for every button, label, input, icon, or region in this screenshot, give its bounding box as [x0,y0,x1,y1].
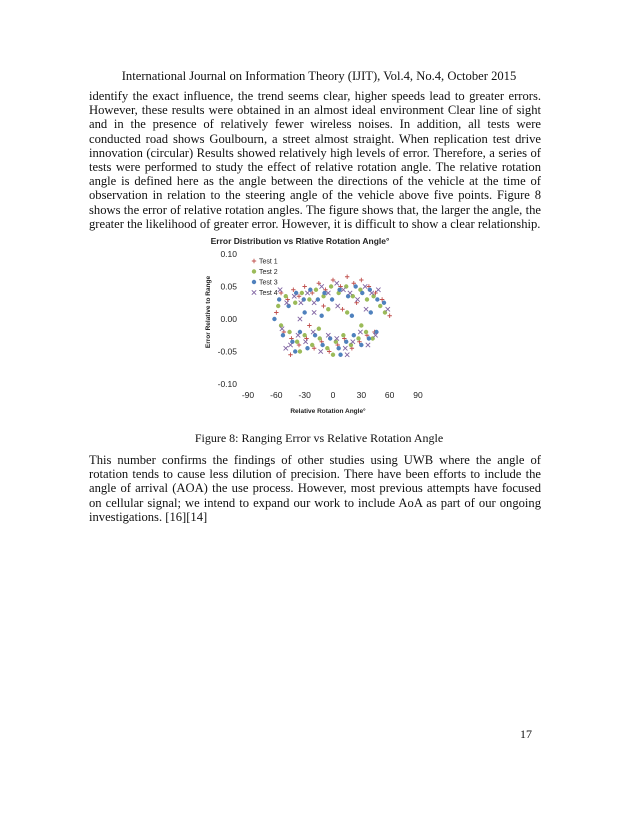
data-point [302,333,306,337]
data-point [279,323,283,327]
x-tick-label: 30 [356,390,367,400]
legend-label: Test 3 [259,279,278,287]
data-point [288,353,292,357]
data-point [279,291,283,295]
data-point [319,284,323,288]
legend-marker [252,290,256,294]
legend-label: Test 4 [259,290,278,298]
body-paragraph: This number confirms the findings of other studies using UWB where the angle of rotation tends to cause less dilution of precision. There have been efforts to include the angle of arrival (AOA) the use process. However, most previous attempts have focused on cellular signal; we intend to expand our work to include AoA as part of our ongoing investigations. [16][14] [89,453,541,524]
data-point [353,284,357,288]
data-point [325,346,329,350]
legend-marker [252,269,256,273]
data-point [341,288,345,292]
data-point [359,323,363,327]
data-point [295,340,299,344]
data-point [338,353,342,357]
y-tick-label: 0.10 [220,249,237,259]
y-tick-label: 0.05 [220,281,237,292]
scatter-chart [200,232,440,422]
data-point [348,291,352,295]
legend-label: Test 2 [259,269,278,277]
data-point [340,307,344,311]
y-tick-label: -0.05 [217,346,237,357]
data-point [360,291,364,295]
data-point [300,291,304,295]
data-point [288,343,292,347]
legend-marker [252,259,256,263]
data-point [366,343,370,347]
data-point [322,291,326,295]
data-point [272,317,276,321]
data-point [351,340,355,344]
data-point [358,330,362,334]
data-point [298,349,302,353]
data-point [305,346,309,350]
data-point [387,314,391,318]
data-point [369,310,373,314]
data-point [345,275,349,279]
data-point [274,310,278,314]
data-point [343,346,347,350]
data-point [336,304,340,308]
data-point [307,297,311,301]
data-point [365,297,369,301]
data-point [312,310,316,314]
data-point [276,304,280,308]
data-point [355,297,359,301]
legend-marker [252,280,256,284]
x-tick-label: -30 [298,390,311,400]
data-point [314,288,318,292]
data-point [378,304,382,308]
data-point [335,281,339,285]
data-point [359,343,363,347]
y-tick-label: -0.10 [217,379,237,389]
x-tick-label: 60 [384,390,395,400]
data-point [319,349,323,353]
data-point [317,327,321,331]
data-point [277,297,281,301]
body-paragraph: identify the exact influence, the trend seems clear, higher speeds lead to greater errors. However, these results were obtained in an almost ideal environment Clear line of sight and in the presence of relatively fewer wireless noises. In addition, all tests were conducted road shows Goulbourn, a street almost straight. When replication test drive innovation (circular) Results showed relatively high levels of error. Therefore, a series of tests were performed to study the effect of relative rotation angle. The relative rotation angle is defined here as the angle between the directions of the vehicle at the time of observation in relation to the steering angle of the vehicle above five points. Figure 8 shows the error of relative rotation angles. The figure shows that, the larger the angle, the greater the likelihood of greater error. However, it is difficult to show a clear relationship. [89,89,541,231]
data-point [284,294,288,298]
figure-caption: Figure 8: Ranging Error vs Relative Rotation Angle [194,431,444,445]
chart-title: Error Distribution vs Rlative Rotation Angle° [210,236,390,246]
data-point [287,330,291,334]
chart-legend [252,259,278,298]
data-point [386,307,390,311]
data-point [375,297,379,301]
data-point [341,333,345,337]
legend-label: Test 1 [259,258,278,266]
data-point [319,314,323,318]
data-point [292,294,296,298]
data-point [330,297,334,301]
data-point [305,291,309,295]
page-number: 17 [520,727,532,741]
x-axis-label: Relative Rotation Angle° [290,408,366,415]
data-point [352,333,356,337]
data-point [326,307,330,311]
data-point [364,330,368,334]
data-point [285,301,289,305]
data-point [350,314,354,318]
data-point [354,301,358,305]
data-point [367,336,371,340]
page-header: International Journal on Information Theory (IJIT), Vol.4, No.4, October 2015 [121,69,517,83]
data-point [310,343,314,347]
data-point [296,333,300,337]
data-point [284,346,288,350]
data-point [298,317,302,321]
data-point [320,343,324,347]
data-point [364,307,368,311]
x-tick-label: 90 [413,390,423,400]
data-point [329,284,333,288]
x-tick-label: -60 [270,390,283,400]
data-point [299,301,303,305]
data-point [374,330,378,334]
data-point [376,288,380,292]
data-point [337,288,341,292]
data-point [293,349,297,353]
data-point [331,353,335,357]
y-axis-label: Error Relative to Range [205,275,212,349]
y-tick-label: 0.00 [220,314,237,324]
data-point [326,291,330,295]
x-tick-label: -90 [241,390,255,400]
data-point [302,310,306,314]
data-point [345,353,349,357]
data-point [303,340,307,344]
data-point [311,330,315,334]
data-point [359,278,363,282]
data-point [382,301,386,305]
data-point [302,284,306,288]
data-point [293,301,297,305]
data-point [281,333,285,337]
data-point [345,310,349,314]
x-tick-label: 0 [330,390,336,400]
data-point [312,301,316,305]
data-point [307,323,311,327]
data-point [326,333,330,337]
data-point [336,346,340,350]
data-point [363,284,367,288]
data-point [344,340,348,344]
data-point [278,288,282,292]
data-point [356,336,360,340]
data-point [334,340,338,344]
data-point [321,304,325,308]
data-point [318,336,322,340]
data-point [370,291,374,295]
